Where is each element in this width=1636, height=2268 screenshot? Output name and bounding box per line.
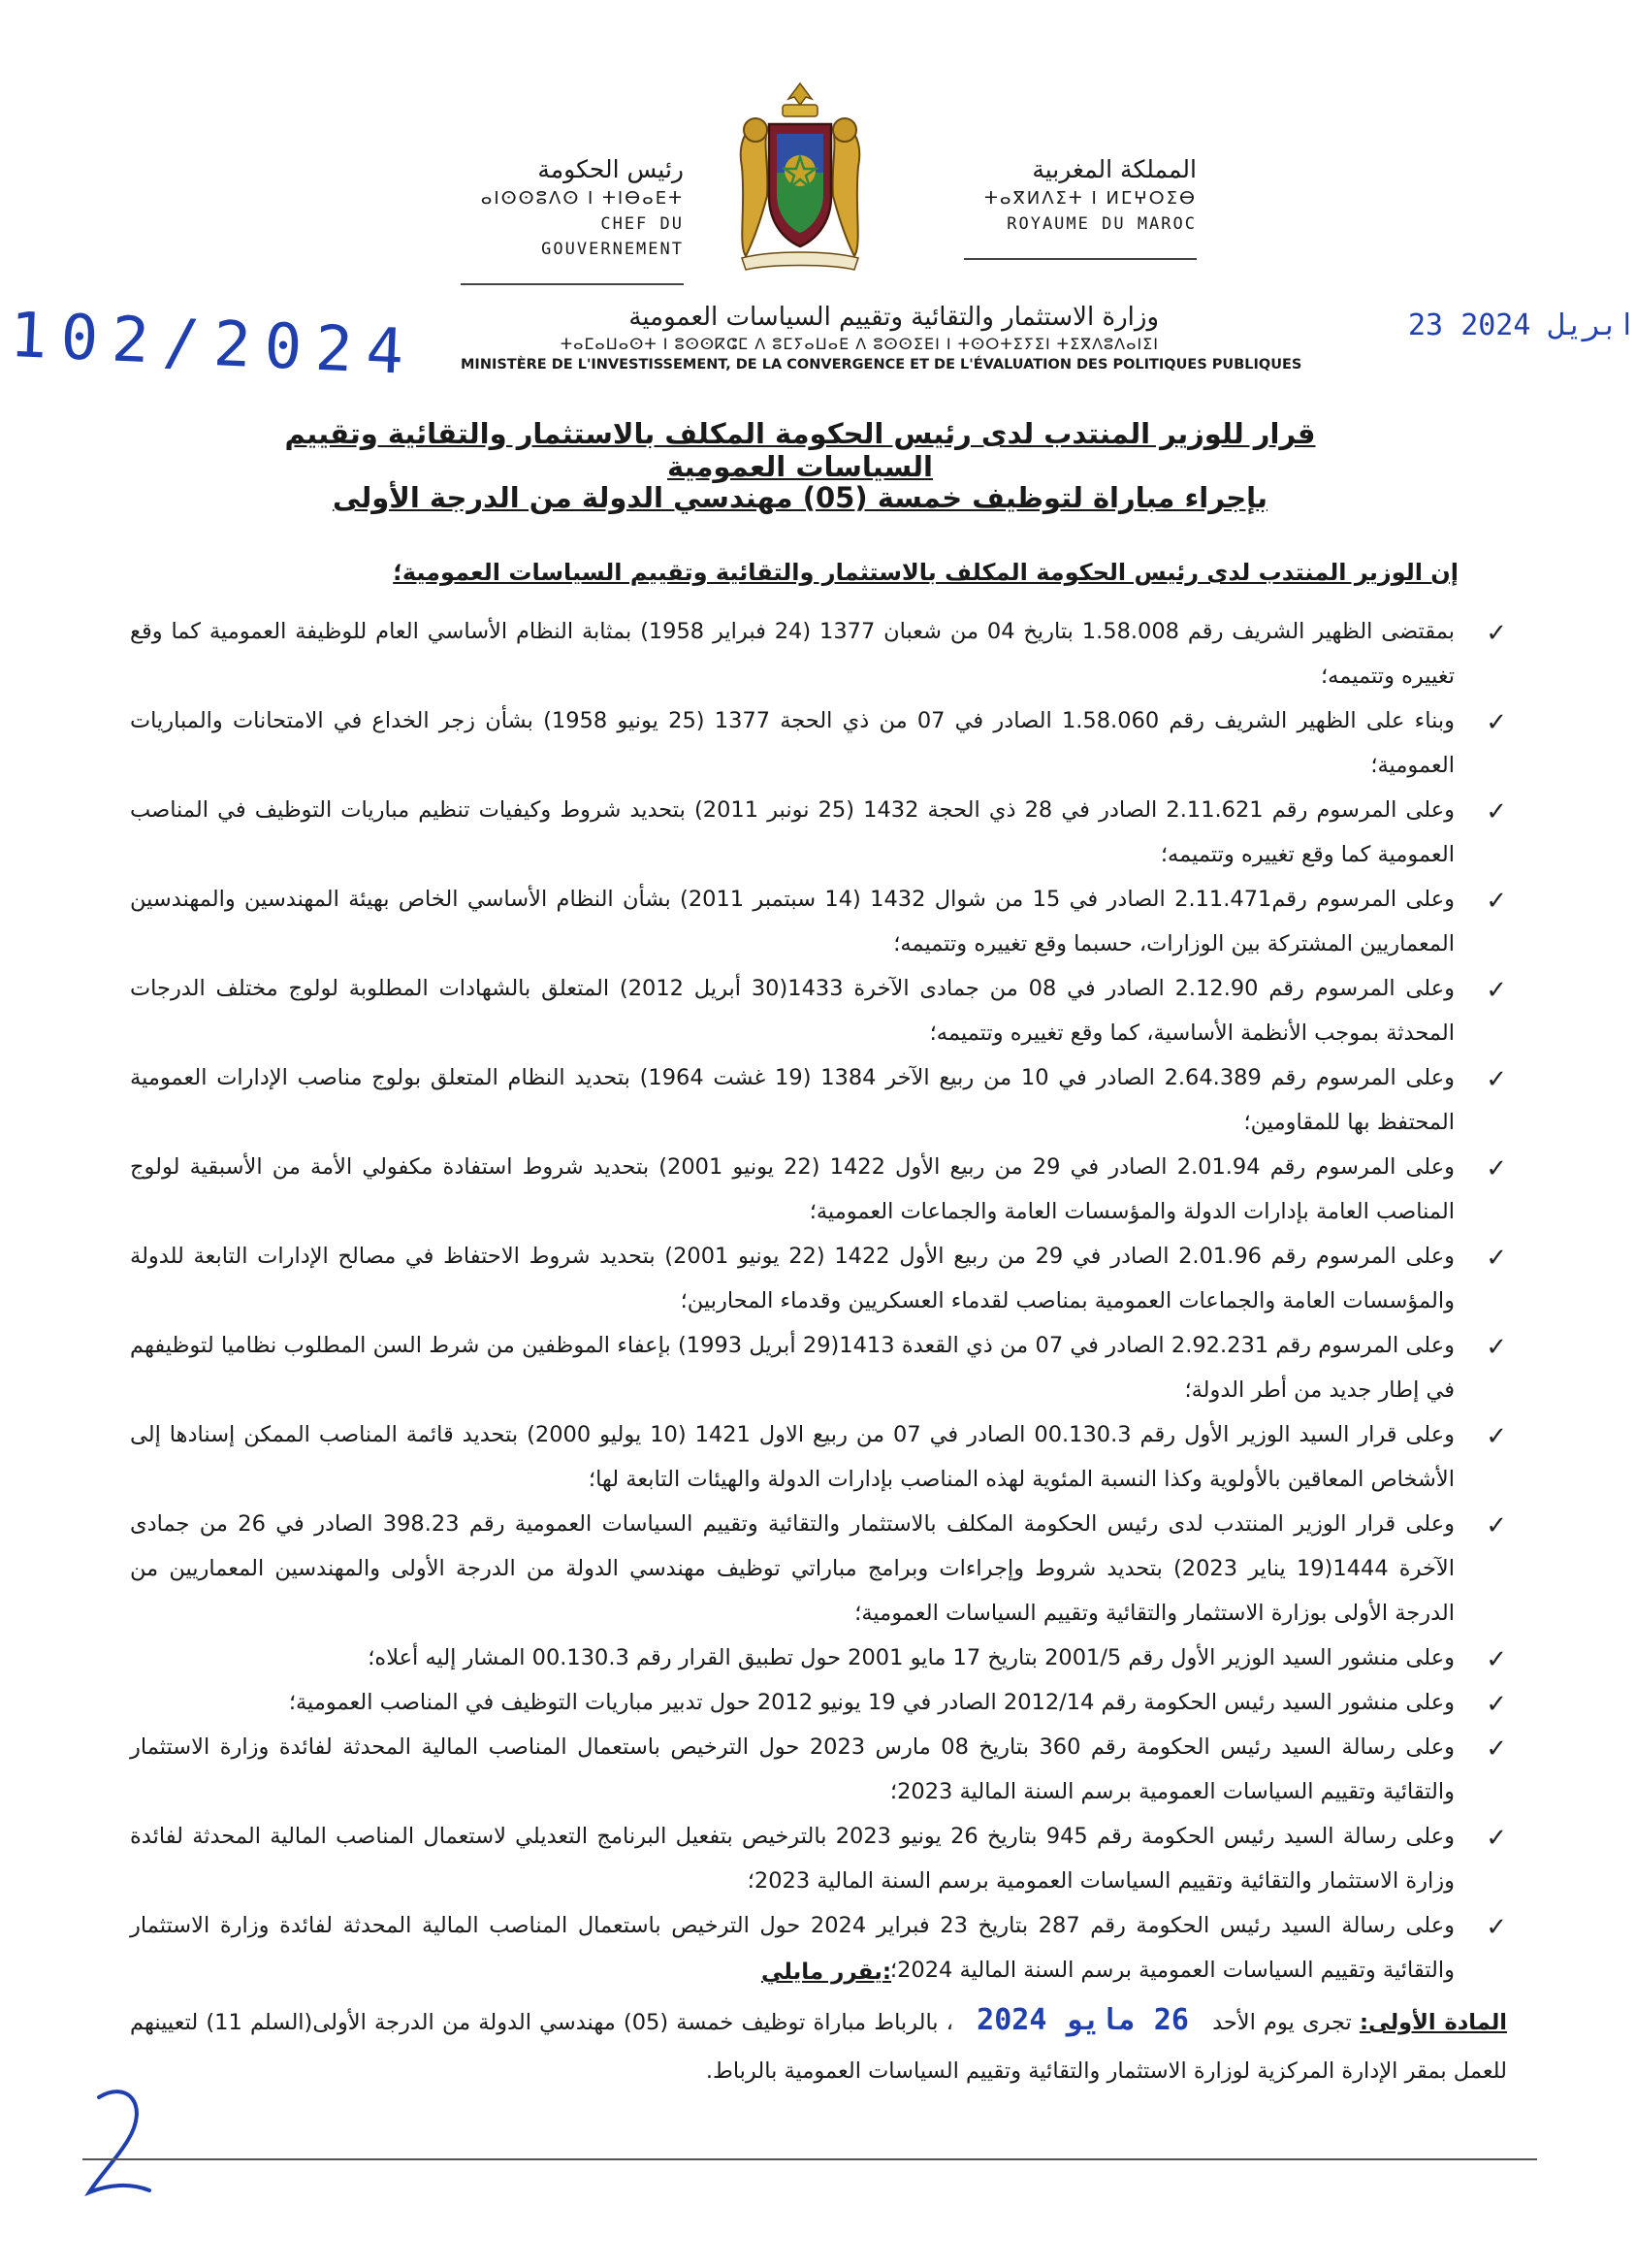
list-item: ✓ وعلى منشور السيد الوزير الأول رقم 2001/5 بتاريخ 17 مايو 2001 حول تطبيق القرار رقم 00.130.3 المشار إليه أعلاه؛ <box>130 1636 1507 1680</box>
list-item: ✓ وعلى منشور السيد رئيس الحكومة رقم 2012/14 الصادر في 19 يونيو 2012 حول تدبير مباريات التوظيف في المناصب العمومية؛ <box>130 1680 1507 1725</box>
checkmark-icon: ✓ <box>1486 976 1507 1005</box>
article-one <box>130 1996 1507 2095</box>
gov-divider <box>461 283 684 285</box>
date-stamp: 23 ابريل 2024 <box>1408 308 1636 342</box>
checkmark-icon: ✓ <box>1486 1333 1507 1362</box>
gov-name-tfng: ⴰⵏⵙⵙⵓⴷⵙ ⵏ ⵜⵏⴱⴰⴹⵜ <box>480 188 684 209</box>
gov-name-ar: رئيس الحكومة <box>537 155 684 183</box>
checkmark-icon: ✓ <box>1486 1154 1507 1183</box>
initial-signature-mark <box>60 2076 176 2212</box>
coat-of-arms-emblem <box>713 80 887 281</box>
checkmark-icon: ✓ <box>1486 1511 1507 1540</box>
checkmark-icon: ✓ <box>1486 1422 1507 1451</box>
list-item: ✓ وعلى المرسوم رقم 2.01.94 الصادر في 29 من ربيع الأول 1422 (22 يونيو 2001) بتحديد شروط استفادة مكفولي الأمة من الأسبقية لولوج المناصب العامة بإدارات الدولة والمؤسسات العامة والجماعات العمومية؛ <box>130 1145 1507 1234</box>
list-item: ✓ وعلى المرسوم رقم 2.11.621 الصادر في 28 ذي الحجة 1432 (25 نونبر 2011) بتحديد شروط وكيفيات تنظيم مباريات التوظيف في المناصب العمومية كما وقع تغييره وتتميمه؛ <box>130 788 1507 877</box>
checkmark-icon: ✓ <box>1486 1690 1507 1719</box>
document-title: قرار للوزير المنتدب لدى رئيس الحكومة المكلف بالاستثمار والتقائية وتقييم السياسات العمومية <box>284 417 1316 483</box>
decision-number-stamp: 102/2024 <box>8 299 419 390</box>
ministry-name-fr: MINISTÈRE DE L'INVESTISSEMENT, DE LA CONVERGENCE ET DE L'ÉVALUATION DES POLITIQUES PUBLIQUES <box>461 357 1302 373</box>
list-item: ✓ وعلى المرسوم رقم 2.64.389 الصادر في 10 من ربيع الآخر 1384 (19 غشت 1964) بتحديد النظام المتعلق بولوج مناصب الإدارات العمومية المحتفظ بها للمقاومين؛ <box>130 1055 1507 1145</box>
list-item: ✓ وبناء على الظهير الشريف رقم 1.58.060 الصادر في 07 من ذي الحجة 1377 (25 يونيو 1958) بشأن زجر الخداع في الامتحانات والمباريات العمومية؛ <box>130 698 1507 788</box>
kingdom-name-tfng: ⵜⴰⴳⵍⴷⵉⵜ ⵏ ⵍⵎⵖⵔⵉⴱ <box>984 188 1197 209</box>
ministry-name-tfng: ⵜⴰⵎⴰⵡⴰⵙⵜ ⵏ ⵓⵙⵙⴽⵛⵎ ⴷ ⵓⵎⵢⴰⵡⴰⴹ ⴷ ⵓⵙⵙⵉⴹⵏ ⵏ ⵜⵙⵔⵜⵉⵢⵉⵏ ⵜⵉⴳⴷⵓⴷⴰⵏⵉⵏ <box>560 335 1159 353</box>
kingdom-name-fr: ROYAUME DU MAROC <box>1007 214 1197 234</box>
preamble-intro: إن الوزير المنتدب لدى رئيس الحكومة المكلف بالاستثمار والتقائية وتقييم السياسات العمومية؛ <box>393 559 1459 586</box>
list-item: ✓ وعلى رسالة السيد رئيس الحكومة رقم 360 بتاريخ 08 مارس 2023 حول الترخيص باستعمال المناصب المالية المحدثة لفائدة وزارة الاستثمار والتقائية وتقييم السياسات العمومية برسم السنة المالية 2023؛ <box>130 1725 1507 1814</box>
checkmark-icon: ✓ <box>1486 1065 1507 1094</box>
checkmark-icon: ✓ <box>1486 708 1507 737</box>
list-item: ✓ وعلى رسالة السيد رئيس الحكومة رقم 287 بتاريخ 23 فبراير 2024 حول الترخيص باستعمال المناصب المالية المحدثة لفائدة وزارة الاستثمار والتقائية وتقييم السياسات العمومية برسم السنة المالية 2024؛ <box>130 1903 1507 1993</box>
checkmark-icon: ✓ <box>1486 887 1507 916</box>
list-item: ✓ وعلى رسالة السيد رئيس الحكومة رقم 945 بتاريخ 26 يونيو 2023 بالترخيص بتفعيل البرنامج التعديلي لاستعمال المناصب المالية المحدثة لفائدة وزارة الاستثمار والتقائية وتقييم السياسات العمومية برسم السنة المالية 2023؛ <box>130 1814 1507 1903</box>
checkmark-icon: ✓ <box>1486 797 1507 826</box>
checkmark-icon: ✓ <box>1486 1244 1507 1273</box>
kingdom-divider <box>964 258 1197 260</box>
list-item: ✓ وعلى المرسوم رقم 2.12.90 الصادر في 08 من جمادى الآخرة 1433(30 أبريل 2012) المتعلق بالشهادات المطلوبة لولوج مختلف الدرجات المحدثة بموجب الأنظمة الأساسية، كما وقع تغييره وتتميمه؛ <box>130 966 1507 1055</box>
article-one-text-start: تجرى يوم الأحد <box>1212 2010 1352 2035</box>
gov-name-fr: CHEF DU GOUVERNEMENT <box>541 214 684 259</box>
ministry-name-ar: وزارة الاستثمار والتقائية وتقييم السياسات العمومية <box>628 303 1159 332</box>
legal-references-list <box>130 609 1507 1993</box>
list-item: ✓ وعلى المرسوم رقم2.11.471 الصادر في 15 من شوال 1432 (14 سبتمبر 2011) بشأن النظام الأساسي الخاص بهيئة المهندسين والمهندسين المعماريين المشتركة بين الوزارات، حسبما وقع تغييره وتتميمه؛ <box>130 877 1507 966</box>
list-item: ✓ وعلى قرار الوزير المنتدب لدى رئيس الحكومة المكلف بالاستثمار والتقائية وتقييم السياسات العمومية رقم 398.23 الصادر في 26 من جمادى الآخرة 1444(19 يناير 2023) بتحديد شروط وإجراءات وبرامج مباراتي توظيف مهندسي الدولة من الدرجة الأولى والمهندسين المعماريين من الدرجة الأولى بوزارة الاستثمار والتقائية وتقييم السياسات العمومية؛ <box>130 1502 1507 1636</box>
article-one-text-rest: ، بالرباط مباراة توظيف خمسة (05) مهندسي الدولة من الدرجة الأولى(السلم 11) لتعيينهم للعمل بمقر الإدارة المركزية لوزارة الاستثمار والتقائية وتقييم السياسات العمومية بالرباط. <box>130 2010 1507 2084</box>
decides-heading: يقرر مايلي: <box>760 1960 892 1985</box>
ministry-header <box>461 301 1302 374</box>
list-item: ✓ وعلى المرسوم رقم 2.92.231 الصادر في 07 من ذي القعدة 1413(29 أبريل 1993) بإعفاء الموظفين من شرط السن المطلوب نظاميا لتوظيفهم في إطار جديد من أطر الدولة؛ <box>130 1323 1507 1412</box>
checkmark-icon: ✓ <box>1486 1913 1507 1942</box>
article-one-label: المادة الأولى: <box>1359 2010 1507 2035</box>
checkmark-icon: ✓ <box>1486 1645 1507 1674</box>
checkmark-icon: ✓ <box>1486 1824 1507 1853</box>
checkmark-icon: ✓ <box>1486 1734 1507 1764</box>
document-subtitle: بإجراء مباراة لتوظيف خمسة (05) مهندسي الدولة من الدرجة الأولى <box>333 481 1267 514</box>
exam-date-stamp: 26 مايو 2024 <box>977 2003 1189 2037</box>
checkmark-icon: ✓ <box>1486 619 1507 648</box>
kingdom-name-ar: المملكة المغربية <box>1032 155 1197 183</box>
government-header <box>461 153 684 285</box>
list-item: ✓ وعلى قرار السيد الوزير الأول رقم 00.130.3 الصادر في 07 من ربيع الاول 1421 (10 يوليو 2000) بتحديد قائمة المناصب الممكن إسنادها إلى الأشخاص المعاقين بالأولوية وكذا النسبة المئوية لهذه المناصب بإدارات الدولة والهيئات التابعة لها؛ <box>130 1412 1507 1502</box>
kingdom-header <box>964 153 1197 260</box>
footer-divider <box>82 2158 1537 2160</box>
list-item: ✓ بمقتضى الظهير الشريف رقم 1.58.008 بتاريخ 04 من شعبان 1377 (24 فبراير 1958) بمثابة النظام الأساسي العام للوظيفة العمومية كما وقع تغييره وتتميمه؛ <box>130 609 1507 698</box>
list-item: ✓ وعلى المرسوم رقم 2.01.96 الصادر في 29 من ربيع الأول 1422 (22 يونيو 2001) بتحديد شروط الاحتفاظ في مصالح الإدارات التابعة للدولة والمؤسسات العامة والجماعات العمومية بمناصب لقدماء العسكريين وقدماء المحاربين؛ <box>130 1234 1507 1323</box>
